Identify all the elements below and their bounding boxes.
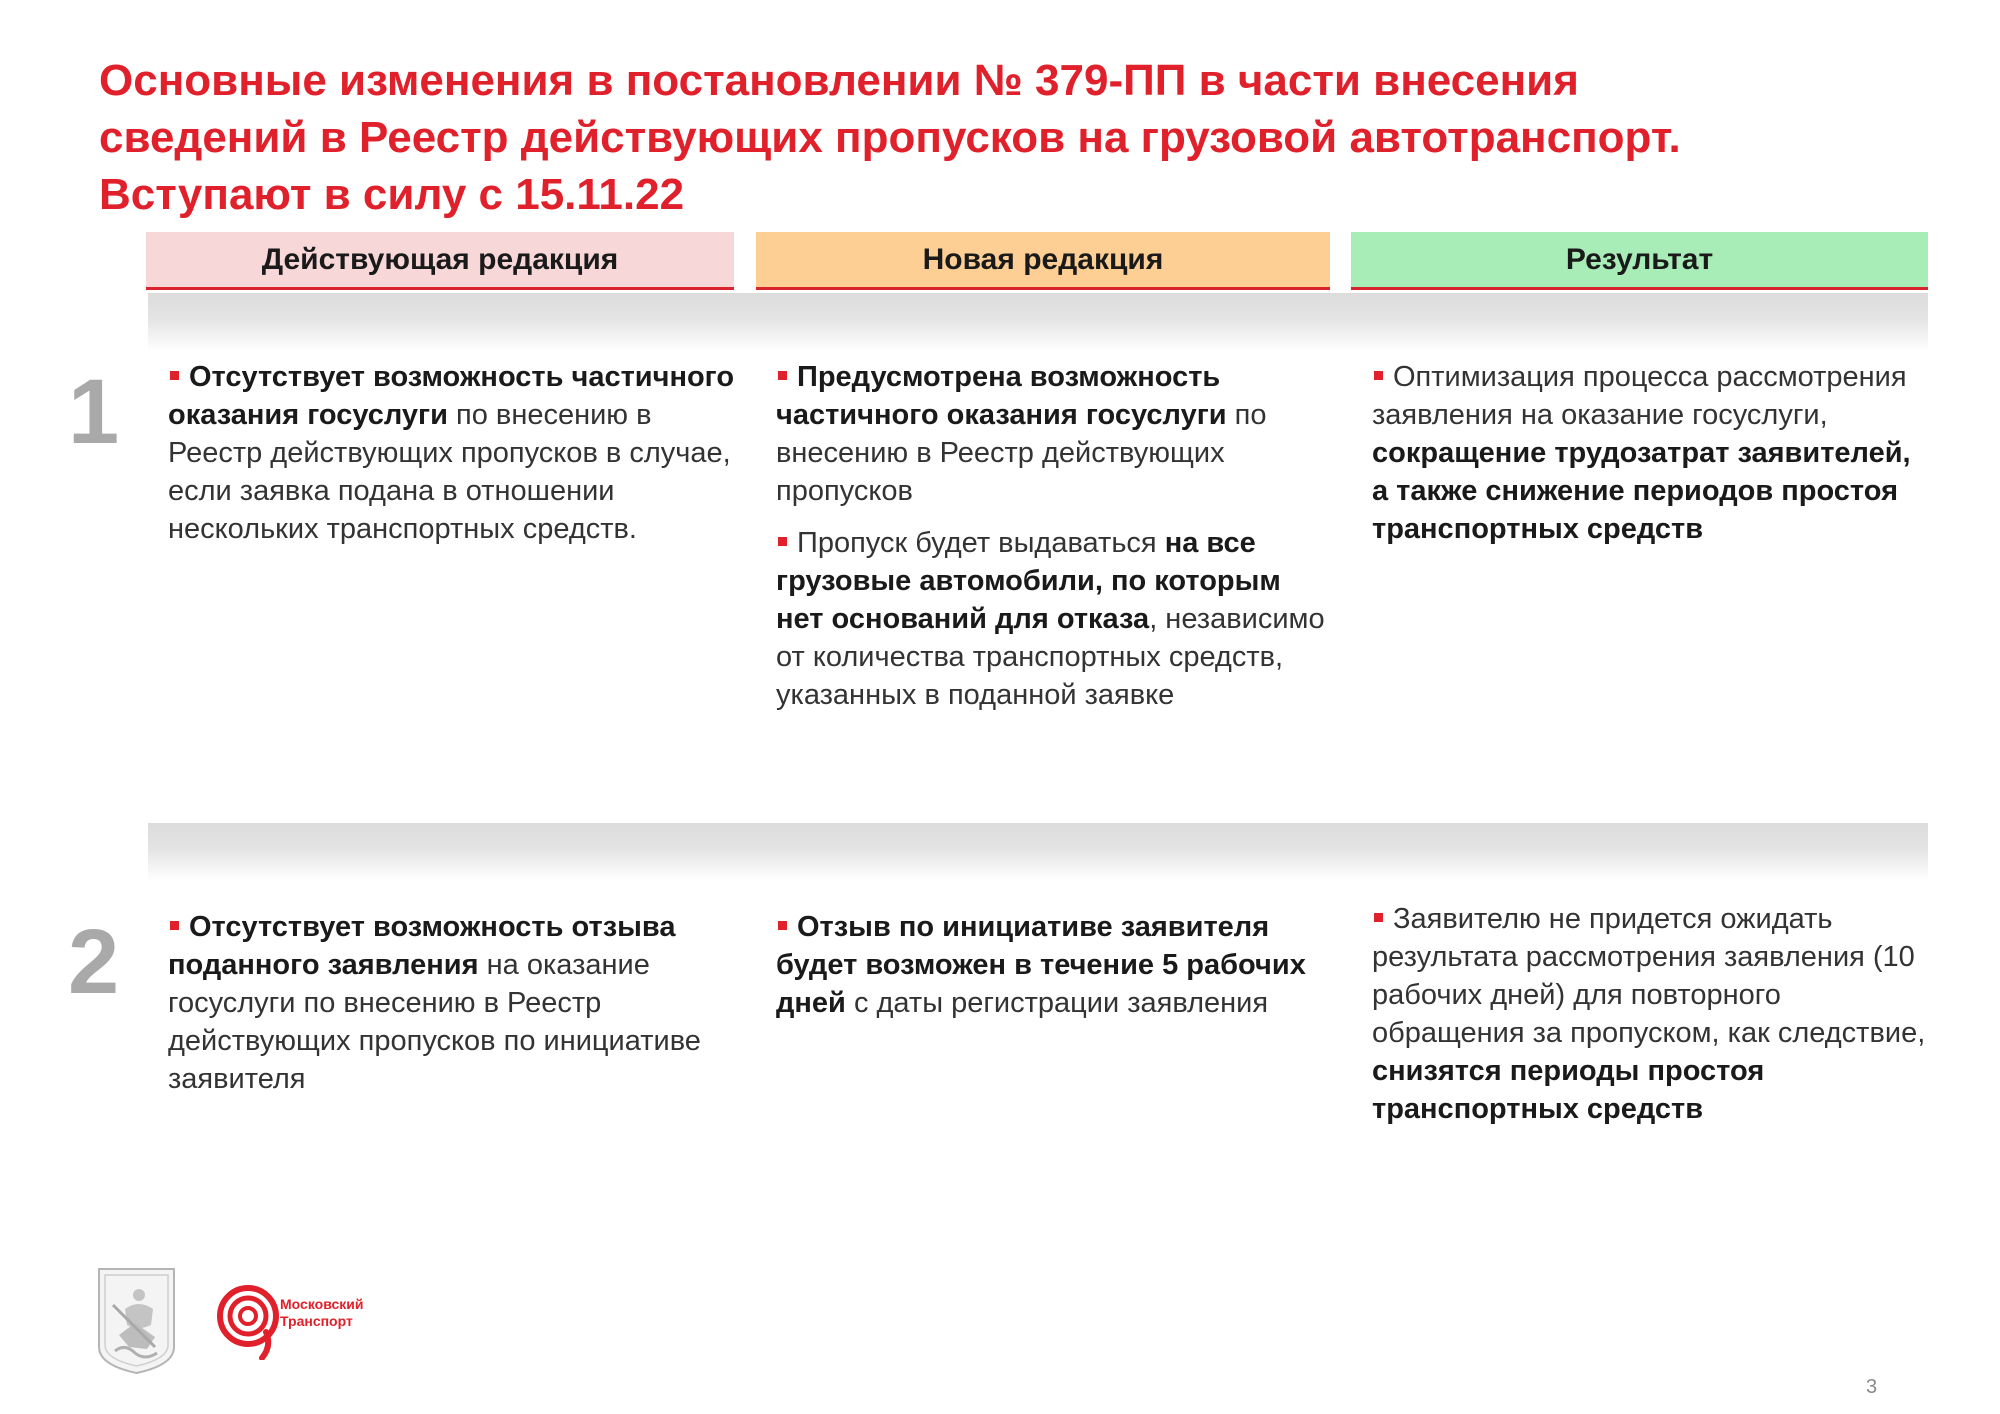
moscow-coat-of-arms-icon (95, 1265, 178, 1376)
header-result: Результат (1351, 232, 1928, 290)
list-item: Отсутствует возможность частичного оказания госуслуги по внесению в Реестр действующих пропусков в случае, если заявка подана в отношении нескольких транспортных средств. (168, 361, 735, 545)
row-1-number: 1 (68, 361, 120, 463)
bullet-icon (778, 371, 787, 380)
row-1-result-cell (1372, 358, 1932, 562)
row-1-band (148, 293, 1928, 351)
row-1-current-cell (168, 358, 738, 562)
bullet-icon (1374, 371, 1383, 380)
row-2-band (148, 823, 1928, 881)
bullet-icon (778, 921, 787, 930)
moscow-transport-logo-text (280, 1296, 363, 1330)
list-item: Отзыв по инициативе заявителя будет возможен в течение 5 рабочих дней с даты регистрации заявления (776, 911, 1306, 1019)
header-new-edition: Новая редакция (756, 232, 1330, 290)
page-title (99, 52, 1919, 223)
list-item: Пропуск будет выдаваться на все грузовые автомобили, по которым нет оснований для отказа, независимо от количества транспортных средств, указанных в поданной заявке (776, 527, 1325, 711)
moscow-transport-logo-icon (214, 1282, 286, 1360)
row-2-result-cell (1372, 900, 1932, 1142)
row-2-new-cell (776, 908, 1331, 1036)
list-item: Предусмотрена возможность частичного оказания госуслуги по внесению в Реестр действующих пропусков (776, 361, 1267, 507)
title-line-2: сведений в Реестр действующих пропусков на грузовой автотранспорт. (99, 113, 1681, 162)
row-2-number: 2 (68, 911, 120, 1013)
row-1-new-cell (776, 358, 1331, 728)
title-line-3: Вступают в силу с 15.11.22 (99, 170, 685, 219)
bullet-icon (1374, 913, 1383, 922)
logo-line-1: Московский (280, 1296, 364, 1312)
header-current-edition: Действующая редакция (146, 232, 734, 290)
bullet-icon (170, 371, 179, 380)
logo-line-2: Транспорт (280, 1313, 353, 1329)
list-item: Заявителю не придется ожидать результата рассмотрения заявления (10 рабочих дней) для повторного обращения за пропуском, как следствие, снизятся периоды простоя транспортных средств (1372, 903, 1926, 1125)
page-number: 3 (1866, 1376, 1878, 1398)
row-2-current-cell (168, 908, 738, 1112)
bullet-icon (170, 921, 179, 930)
title-line-1: Основные изменения в постановлении № 379-ПП в части внесения (99, 56, 1579, 105)
list-item: Оптимизация процесса рассмотрения заявления на оказание госуслуги, сокращение трудозатрат заявителей, а также снижение периодов простоя транспортных средств (1372, 361, 1911, 545)
list-item: Отсутствует возможность отзыва поданного заявления на оказание госуслуги по внесению в Реестр действующих пропусков по инициативе заявителя (168, 911, 701, 1095)
bullet-icon (778, 537, 787, 546)
